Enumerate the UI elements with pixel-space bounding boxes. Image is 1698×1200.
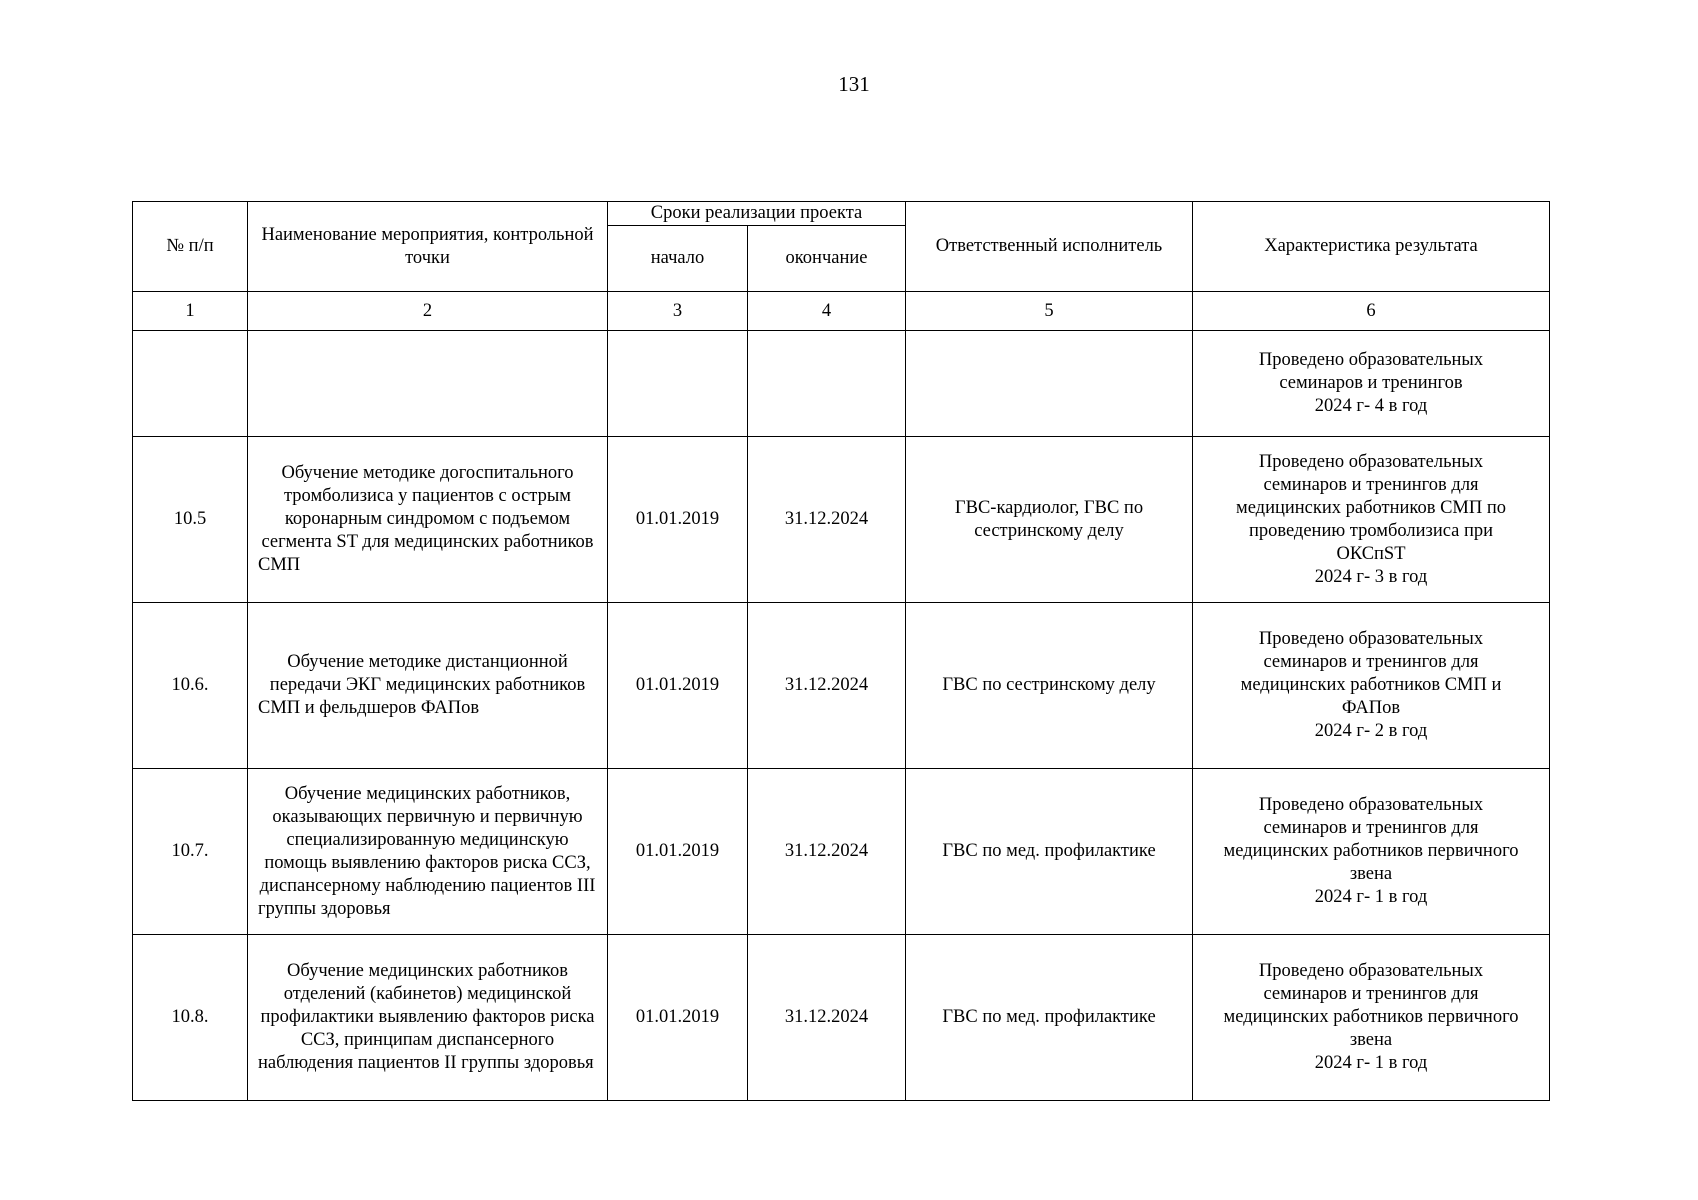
result-line: медицинских работников СМП и (1240, 675, 1502, 695)
result-line: Проведено образовательных (1258, 350, 1484, 370)
column-numbers-row (133, 292, 1550, 331)
result-line: семинаров и тренингов для (1263, 984, 1479, 1004)
result-line: проведению тромболизиса при (1248, 520, 1494, 541)
row-start: 01.01.2019 (608, 603, 748, 769)
row-start: 01.01.2019 (608, 935, 748, 1101)
result-line: медицинских работников СМП по (1235, 497, 1506, 518)
column-number: 4 (748, 292, 906, 331)
header-start: начало (608, 226, 748, 292)
header-row (133, 202, 1550, 226)
header-executor: Ответственный исполнитель (906, 202, 1193, 292)
header-period: Сроки реализации проекта (608, 202, 906, 226)
table-row (133, 935, 1550, 1101)
row-num: 10.6. (133, 603, 248, 769)
result-line: Проведено образовательных (1258, 795, 1484, 815)
row-result (1193, 331, 1550, 437)
row-num: 10.5 (133, 437, 248, 603)
table-row (133, 603, 1550, 769)
row-name: Обучение медицинских работников отделений (кабинетов) медицинской профилактики выявлению факторов риска ССЗ, принципам диспансерного наблюдения пациентов II группы здоровья (248, 935, 608, 1101)
result-line: 2024 г- 1 в год (1314, 887, 1428, 907)
row-name: Обучение медицинских работников, оказывающих первичную и первичную специализированную медицинскую помощь выявлению факторов риска ССЗ, диспансерному наблюдению пациентов III группы здоровья (248, 769, 608, 935)
row-start (608, 331, 748, 437)
row-num: 10.7. (133, 769, 248, 935)
column-number: 5 (906, 292, 1193, 331)
result-line: семинаров и тренингов для (1263, 818, 1479, 838)
row-name: Обучение методике дистанционной передачи ЭКГ медицинских работников СМП и фельдшеров ФАПов (248, 603, 608, 769)
result-line: 2024 г- 1 в год (1314, 1053, 1428, 1073)
result-line: медицинских работников первичного (1223, 1007, 1519, 1027)
row-executor: ГВС по мед. профилактике (906, 769, 1193, 935)
result-line: семинаров и тренингов (1279, 373, 1463, 393)
table-row (133, 331, 1550, 437)
row-result (1193, 437, 1550, 603)
header-result: Характеристика результата (1193, 202, 1550, 292)
row-executor: ГВС-кардиолог, ГВС по сестринскому делу (906, 437, 1193, 603)
row-result (1193, 603, 1550, 769)
result-line: семинаров и тренингов для (1263, 652, 1479, 672)
column-number: 2 (248, 292, 608, 331)
row-end: 31.12.2024 (748, 603, 906, 769)
row-executor: ГВС по сестринскому делу (906, 603, 1193, 769)
result-line: семинаров и тренингов для (1263, 474, 1479, 495)
column-number: 3 (608, 292, 748, 331)
header-end: окончание (748, 226, 906, 292)
result-line: звена (1349, 864, 1393, 884)
row-result (1193, 935, 1550, 1101)
row-num: 10.8. (133, 935, 248, 1101)
result-line: ФАПов (1341, 698, 1401, 718)
header-num: № п/п (133, 202, 248, 292)
row-start: 01.01.2019 (608, 769, 748, 935)
row-executor: ГВС по мед. профилактике (906, 935, 1193, 1101)
result-line: Проведено образовательных (1258, 629, 1484, 649)
row-end: 31.12.2024 (748, 437, 906, 603)
row-end: 31.12.2024 (748, 935, 906, 1101)
column-number: 6 (1193, 292, 1550, 331)
row-name (248, 331, 608, 437)
result-line: Проведено образовательных (1258, 961, 1484, 981)
result-line: 2024 г- 4 в год (1314, 396, 1428, 416)
result-line: медицинских работников первичного (1223, 841, 1519, 861)
table-row (133, 769, 1550, 935)
header-name: Наименование мероприятия, контрольной точки (248, 202, 608, 292)
result-line: 2024 г- 3 в год (1314, 566, 1428, 587)
row-end: 31.12.2024 (748, 769, 906, 935)
page-number: 131 (838, 72, 870, 96)
result-line: 2024 г- 2 в год (1314, 721, 1428, 741)
activity-plan-table (132, 201, 1550, 1101)
result-line: звена (1349, 1030, 1393, 1050)
result-line: ОКСпST (1336, 543, 1406, 564)
table-row (133, 437, 1550, 603)
row-name: Обучение методике догоспитального тромболизиса у пациентов с острым коронарным синдромом с подъемом сегмента ST для медицинских работников СМП (248, 437, 608, 603)
column-number: 1 (133, 292, 248, 331)
row-start: 01.01.2019 (608, 437, 748, 603)
row-result (1193, 769, 1550, 935)
row-end (748, 331, 906, 437)
result-line: Проведено образовательных (1258, 451, 1484, 472)
row-num (133, 331, 248, 437)
row-executor (906, 331, 1193, 437)
